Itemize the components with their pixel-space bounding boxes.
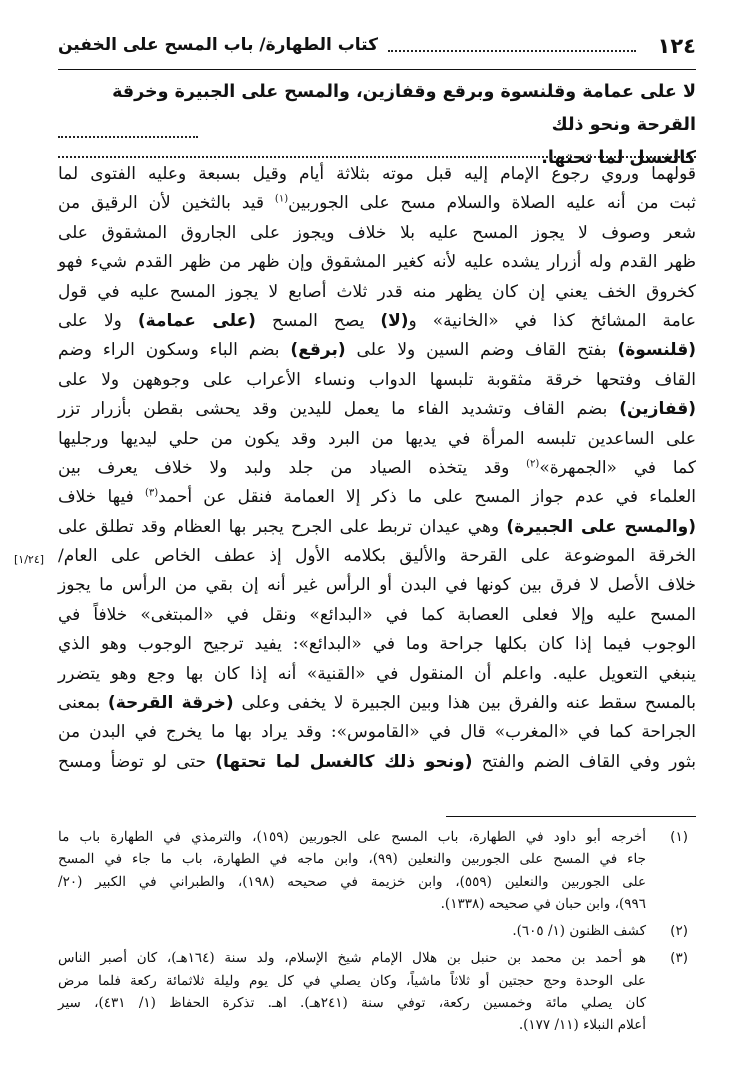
text-run: خلاف الأصل لا فرق بين كونها في البدن أو الرأس غير أنه إن بقي من الرأس ما يجوز xyxy=(58,575,696,596)
text-run: ظهر القدم وله أزرار يشده عليه لأنه كغير المشقوق وإن ظهر من ظهر القدم شيء فهو xyxy=(58,252,696,273)
text-run: بفتح القاف وضم السين ولا على xyxy=(345,340,618,361)
footnote-line: أعلام النبلاء (١١/ ١٧٧). xyxy=(518,1017,646,1034)
footnotes xyxy=(58,826,696,1037)
commentary-line xyxy=(58,718,696,747)
footnote-number: (٣) xyxy=(670,950,688,967)
footnote-number: (٢) xyxy=(670,923,688,940)
commentary-line xyxy=(58,748,696,777)
text-run: فيها خلاف xyxy=(58,487,145,508)
commentary-line xyxy=(58,483,696,512)
text-run: وقد يتخذه الصياد من جلد ولبد ولا خلاف يعرف بين xyxy=(58,457,527,478)
commentary-line xyxy=(58,219,696,248)
matn-dotted-leader xyxy=(58,136,198,138)
commentary-line xyxy=(58,278,696,307)
matn-line: لا على عمامة وقلنسوة وبرقع وقفازين، والمسح على الجبيرة وخرقة القرحة ونحو ذلك xyxy=(112,82,696,135)
text-run: ولا على xyxy=(58,310,138,331)
text-run: القاف وفتحها خرقة مثقوبة تلبسها الدواب ونساء الأعراب على وجوههن ولا على xyxy=(58,369,696,390)
marginal-folio-note: [١/٢٤] xyxy=(14,553,45,566)
page-number: ١٢٤ xyxy=(657,34,696,58)
quoted-matn: (لا) xyxy=(380,310,409,331)
text-run: ثبت من أنه عليه الصلاة والسلام مسح على الجوربين xyxy=(288,193,696,214)
commentary-line xyxy=(58,571,696,600)
commentary-line xyxy=(58,248,696,277)
quoted-matn: (ونحو ذلك كالغسل لما تحتها) xyxy=(215,751,473,772)
commentary-line xyxy=(58,542,696,571)
quoted-matn: (قفازين) xyxy=(619,399,696,420)
quoted-matn: (برقع) xyxy=(290,340,346,361)
matn-dotted-separator xyxy=(58,156,696,158)
text-run: الخرقة الموضوعة على القرحة والأليق بكلامه الأول إذ عطف الخاص على العام/ xyxy=(58,546,696,567)
page-header xyxy=(58,26,696,66)
text-run: الوجوب فيما إذا كان بكلها جراحة وما في «البدائع»: يفيد ترجيح الوجوب وهو الذي xyxy=(58,634,696,655)
commentary-text xyxy=(58,160,696,777)
footnote-ref: (٣) xyxy=(144,487,159,499)
text-run: قيد بالثخين لأن الرقيق من xyxy=(58,193,275,214)
commentary-line xyxy=(58,336,696,365)
header-dotted-leader xyxy=(388,50,636,52)
text-run: بالمسح سقط عنه والفرق بين هذا وبين الجبيرة لا يخفى وعلى xyxy=(233,693,696,714)
text-run: شعر وصوف لا يجوز المسح عليه بلا خلاف ويجوز على الجاروق المشقوق على xyxy=(58,222,696,243)
text-run: العلماء في عدم جواز المسح على ما ذكر إلا العمامة فنقل عن أحمد xyxy=(158,487,696,508)
text-run: على الساعدين تلبسه المرأة في يديها من البرد وقد يكون من حلي ليديها ورجليها xyxy=(58,428,696,449)
footnote-number: (١) xyxy=(670,829,688,845)
quoted-matn: (والمسح على الجبيرة) xyxy=(506,516,696,537)
footnote-line: كان يصلي مائة وخمسين ركعة، توفي سنة (٢٤١هـ). اهـ. تذكرة الحفاظ (١/ ٤٣١)، سير xyxy=(58,995,646,1012)
text-run: المسح عليه وإلا فعلى العصابة كما في «البدائع» ونقل في «المبتغى» خلافاً في xyxy=(58,604,696,625)
footnote-line: هو أحمد بن محمد بن حنبل بن هلال الإمام شيخ الإسلام، ولد سنة (١٦٤هـ)، كان أصبر الناس xyxy=(58,950,647,967)
text-run: ينبغي التعويل عليه. واعلم أن المنقول في «القنية» أنه إذا كان بها وجع وهو يتضرر xyxy=(58,663,696,684)
commentary-line xyxy=(58,307,696,336)
text-run: قولهما وروي رجوع الإمام إليه قبل موته بثلاثة أيام وقيل بسبعة وعليه الفتوى لما xyxy=(58,164,696,184)
text-run: بثور وفي القاف الضم والفتح xyxy=(472,751,697,772)
commentary-line xyxy=(58,630,696,659)
quoted-matn: (خرقة القرحة) xyxy=(107,693,234,714)
footnote-ref: (١) xyxy=(274,193,289,205)
footnote xyxy=(58,826,696,915)
matn-line: كالغسل لما تحتها. xyxy=(541,148,696,168)
footnote-ref: (٢) xyxy=(526,458,540,470)
text-run: كخروق الخف يعني إن كان يظهر منه قدر ثلاث أصابع لا يجوز المسح عليه في قول xyxy=(58,281,696,302)
commentary-line xyxy=(58,660,696,689)
commentary-line xyxy=(58,689,696,718)
commentary-line xyxy=(58,160,696,189)
text-run: وهي عيدان تربط على الجرح يجبر بها العظام وقد تطلق على xyxy=(58,516,507,537)
text-run: الجراحة كما في «المغرب» قال في «القاموس»: وقد يراد بها ما يخرج في البدن من xyxy=(58,722,696,743)
commentary-line xyxy=(58,366,696,395)
quoted-matn: (قلنسوة) xyxy=(617,340,696,361)
header-rule xyxy=(58,69,696,70)
footnote xyxy=(58,947,696,1036)
commentary-line xyxy=(58,513,696,542)
running-title: كتاب الطهارة/ باب المسح على الخفين xyxy=(58,35,378,55)
text-run: يصح المسح xyxy=(255,310,381,331)
text-run: بضم الباء وسكون الراء وضم xyxy=(58,340,291,361)
footnote-rule xyxy=(446,816,696,817)
text-run: عامة المشائخ كذا في «الخانية» و xyxy=(408,310,697,331)
footnote-line: على الجوربين والنعلين (٥٥٩)، وابن خزيمة في صحيحه (١٩٨)، والطبراني في الكبير (٢٠/ xyxy=(58,873,647,890)
text-run: حتى لو توضأ ومسح xyxy=(58,751,216,772)
quoted-matn: (على عمامة) xyxy=(137,310,256,331)
footnote xyxy=(58,920,696,942)
commentary-line xyxy=(58,454,696,483)
commentary-line xyxy=(58,425,696,454)
footnote-line: أخرجه أبو داود في الطهارة، باب المسح على الجوربين (١٥٩)، والترمذي في الطهارة باب ما xyxy=(58,829,646,845)
commentary-line xyxy=(58,601,696,630)
footnote-line: ٩٩٦)، وابن حبان في صحيحه (١٣٣٨). xyxy=(440,895,646,912)
commentary-line xyxy=(58,395,696,424)
commentary-line xyxy=(58,189,696,218)
text-run: كما في «الجمهرة» xyxy=(539,457,696,478)
text-run: بضم القاف وتشديد الفاء ما يعمل لليدين وقد يحشى بقطن بأزرار تزر xyxy=(58,399,620,420)
footnote-line: على الوحدة وحج حجتين أو ثلاثاً ماشياً، وكان يصلي في كل يوم وليلة ثلاثمائة ركعة فلما مرض xyxy=(58,972,646,989)
footnote-line: كشف الظنون (١/ ٦٠٥). xyxy=(512,923,646,940)
text-run: بمعنى xyxy=(58,693,108,714)
footnote-line: جاء في المسح على الجوربين والنعلين (٩٩)، وابن ماجه في الطهارة، باب ما جاء في المسح xyxy=(58,851,646,868)
